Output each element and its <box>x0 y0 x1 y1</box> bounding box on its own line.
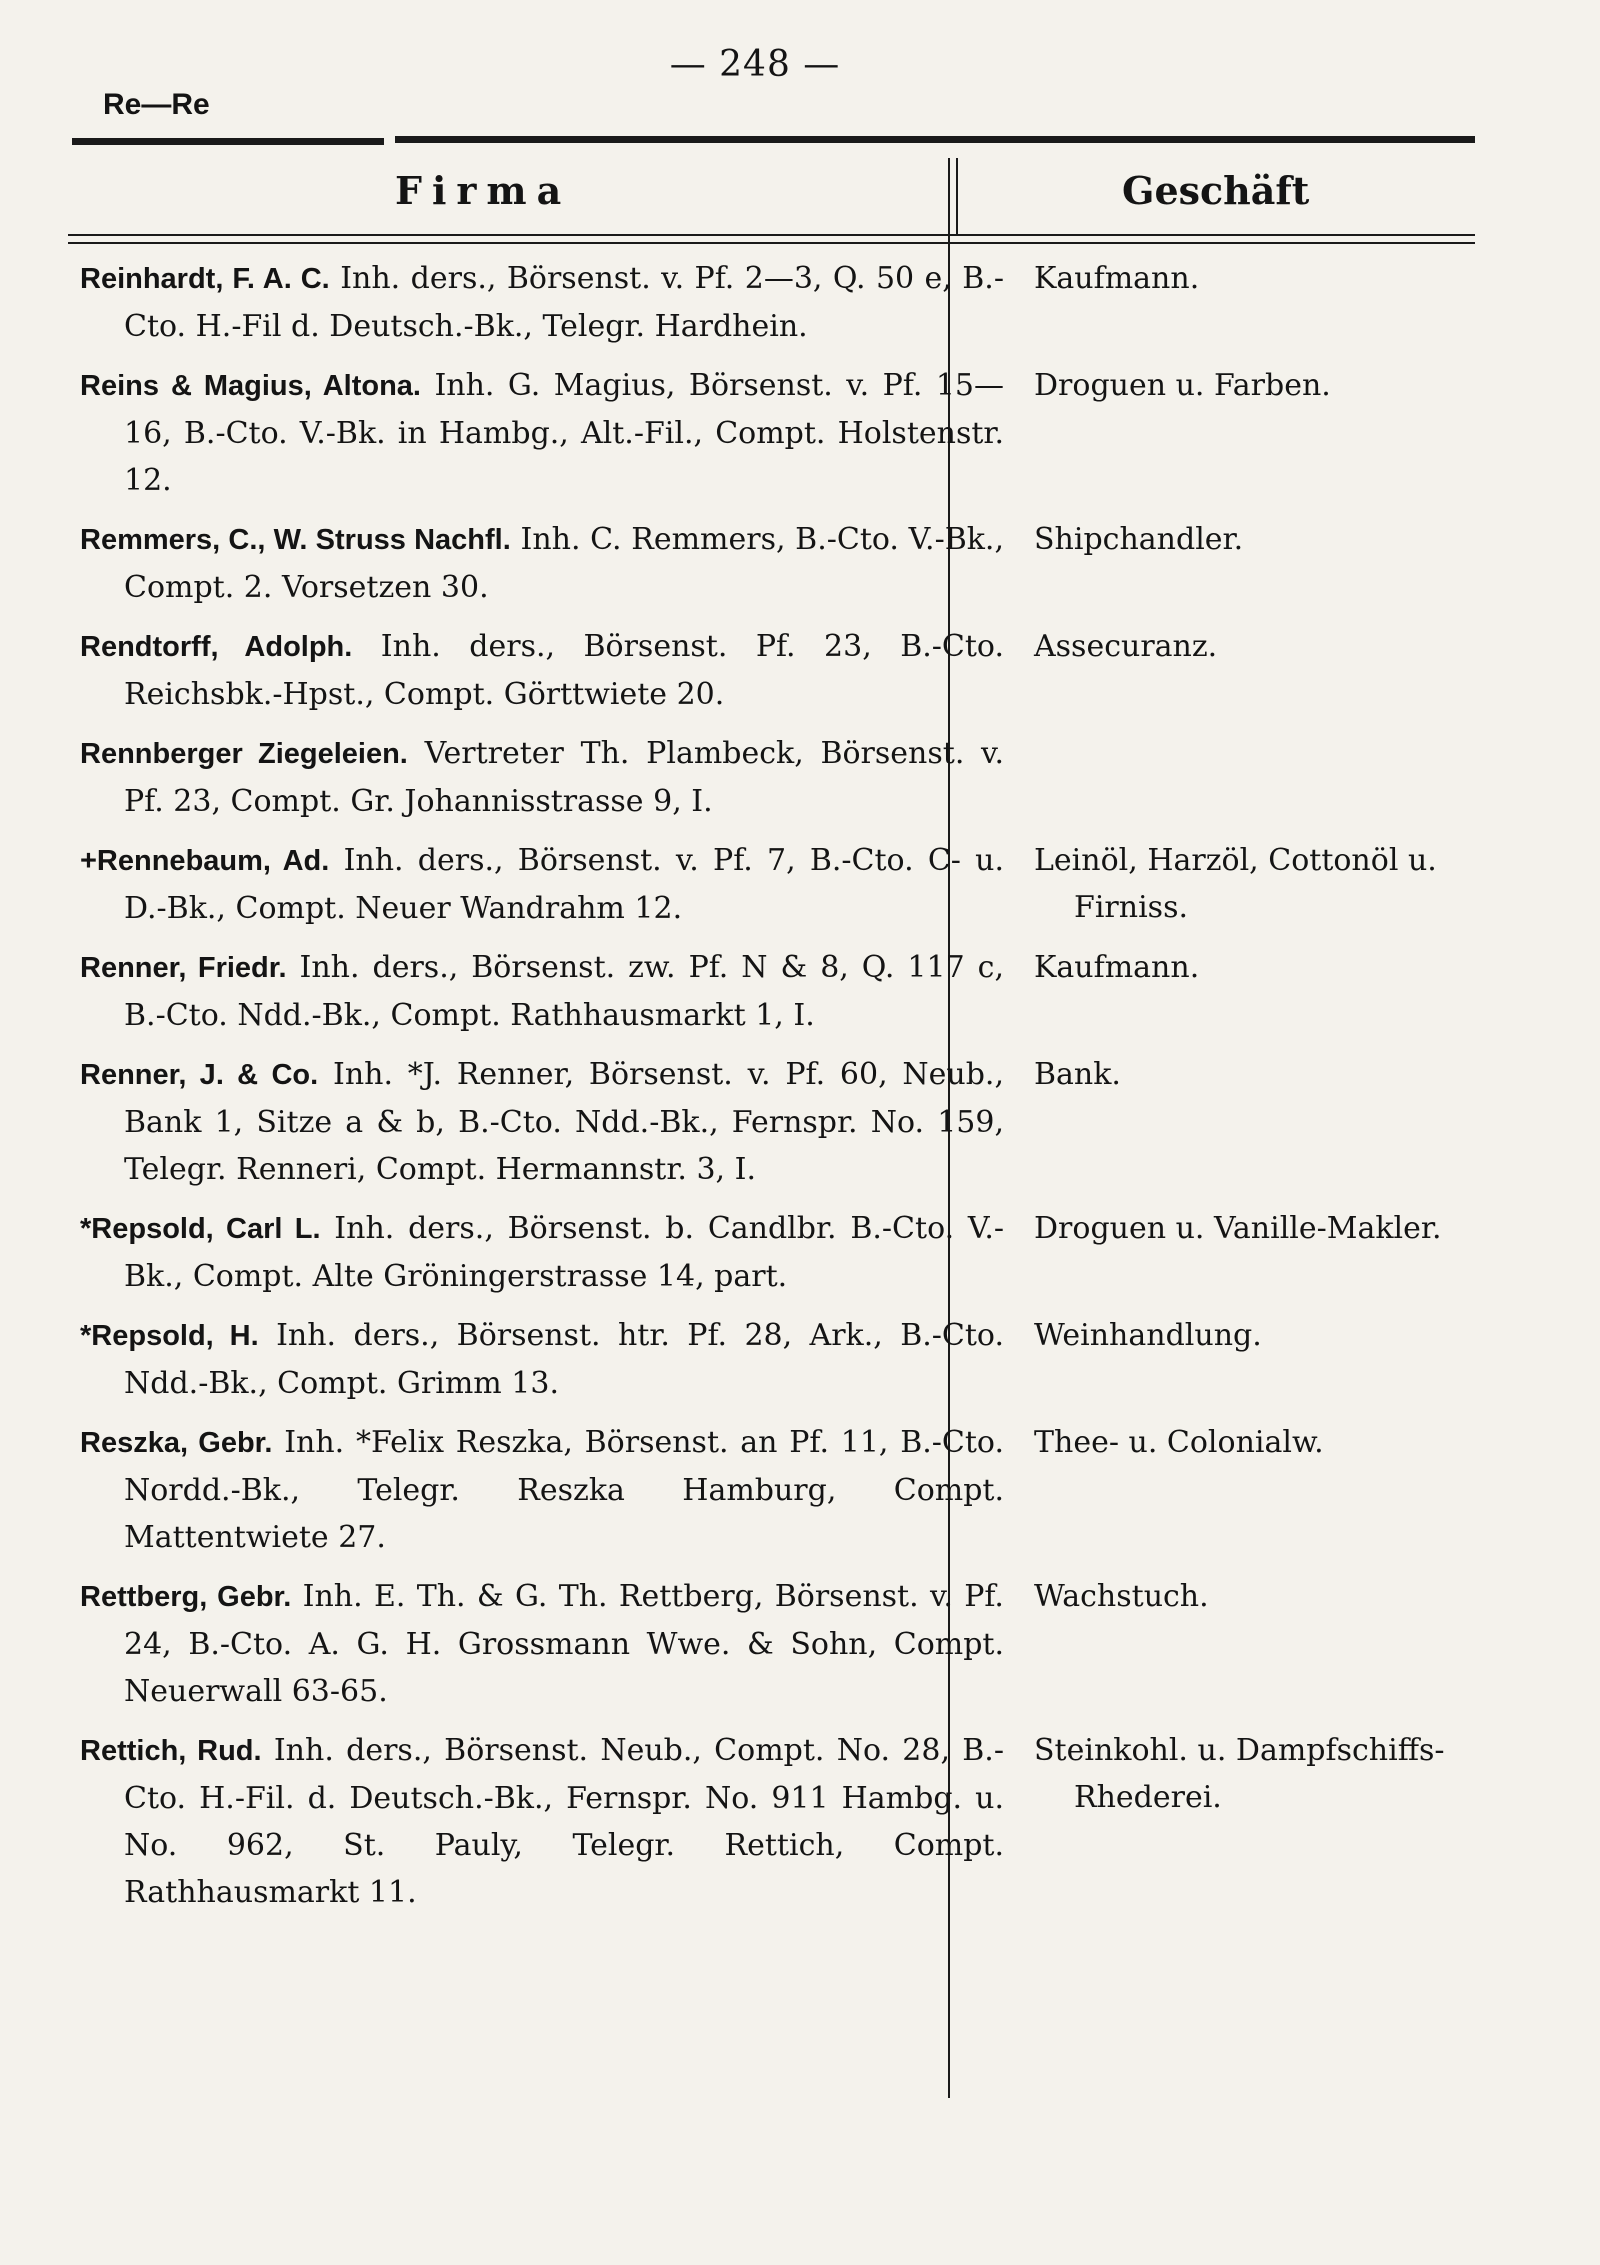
firm-cell <box>80 623 1004 718</box>
column-header-firm: Firma <box>395 168 572 213</box>
directory-entry <box>0 1205 1600 1300</box>
firm-cell <box>80 730 1004 825</box>
directory-entry <box>0 255 1600 350</box>
firm-details: Inh. ders., Börsenst. Neub., Compt. No. 28, B.-Cto. H.-Fil. d. Deutsch.-Bk., Fernspr. No. 911 Hambg. u. No. 962, St. Pauly, Telegr. Rettich, Compt. Rathhausmarkt 11. <box>124 1733 1004 1910</box>
top-rule-left <box>72 138 384 145</box>
header-rule-top <box>68 234 1475 236</box>
firm-details: Inh. ders., Börsenst. zw. Pf. N & 8, Q. 117 c, B.-Cto. Ndd.-Bk., Compt. Rathhausmarkt 1, I. <box>124 950 1004 1033</box>
business-cell: Weinhandlung. <box>1034 1318 1262 1353</box>
directory-entry <box>0 362 1600 504</box>
firm-name: *Repsold, H. <box>80 1320 259 1352</box>
firm-cell <box>80 516 1004 611</box>
top-rule-right <box>395 136 1475 143</box>
firm-cell <box>80 1205 1004 1300</box>
firm-details: Vertreter Th. Plambeck, Börsenst. v. Pf. 23, Compt. Gr. Johannisstrasse 9, I. <box>124 736 1004 819</box>
firm-details: Inh. ders., Börsenst. Pf. 23, B.-Cto. Reichsbk.-Hpst., Compt. Görttwiete 20. <box>124 629 1004 712</box>
business-cell: Leinöl, Harzöl, Cottonöl u. Firniss. <box>1034 843 1437 925</box>
firm-name: Rendtorff, Adolph. <box>80 631 353 663</box>
firm-name: *Repsold, Carl L. <box>80 1213 321 1245</box>
firm-details: Inh. G. Magius, Börsenst. v. Pf. 15—16, B.-Cto. V.-Bk. in Hambg., Alt.-Fil., Compt. Holstenstr. 12. <box>124 368 1004 498</box>
firm-name: Reszka, Gebr. <box>80 1427 273 1459</box>
firm-name: Reinhardt, F. A. C. <box>80 263 330 295</box>
firm-cell <box>80 1419 1004 1561</box>
firm-details: Inh. E. Th. & G. Th. Rettberg, Börsenst. v. Pf. 24, B.-Cto. A. G. H. Grossmann Wwe. & Sohn, Compt. Neuerwall 63-65. <box>124 1579 1004 1709</box>
firm-name: Remmers, C., W. Struss Nachfl. <box>80 524 511 556</box>
directory-entry <box>0 1419 1600 1561</box>
directory-entries <box>0 255 1600 1928</box>
firm-cell <box>80 255 1004 350</box>
firm-name: Rettich, Rud. <box>80 1735 262 1767</box>
business-cell: Droguen u. Farben. <box>1034 368 1331 403</box>
firm-name: Renner, J. & Co. <box>80 1059 319 1091</box>
business-cell: Thee- u. Colonialw. <box>1034 1425 1324 1460</box>
firm-cell <box>80 944 1004 1039</box>
header-rule-bottom <box>68 242 1475 244</box>
directory-entry <box>0 837 1600 932</box>
firm-cell <box>80 1573 1004 1715</box>
business-cell: Kaufmann. <box>1034 261 1200 296</box>
business-cell: Bank. <box>1034 1057 1121 1092</box>
firm-details: Inh. *Felix Reszka, Börsenst. an Pf. 11, B.-Cto. Nordd.-Bk., Telegr. Reszka Hamburg, Compt. Mattentwiete 27. <box>124 1425 1004 1555</box>
directory-entry <box>0 1727 1600 1916</box>
directory-entry <box>0 1573 1600 1715</box>
directory-entry <box>0 730 1600 825</box>
directory-entry <box>0 1051 1600 1193</box>
firm-details: Inh. ders., Börsenst. htr. Pf. 28, Ark., B.-Cto. Ndd.-Bk., Compt. Grimm 13. <box>124 1318 1004 1401</box>
firm-cell <box>80 1051 1004 1193</box>
business-cell: Assecuranz. <box>1034 629 1218 664</box>
firm-name: Renner, Friedr. <box>80 952 287 984</box>
firm-details: Inh. ders., Börsenst. v. Pf. 2—3, Q. 50 e, B.-Cto. H.-Fil d. Deutsch.-Bk., Telegr. Hardhein. <box>124 261 1004 344</box>
directory-entry <box>0 944 1600 1039</box>
firm-cell <box>80 1312 1004 1407</box>
business-cell: Droguen u. Vanille-Makler. <box>1034 1211 1442 1246</box>
firm-cell <box>80 362 1004 504</box>
column-divider-double <box>956 158 958 234</box>
firm-details: Inh. ders., Börsenst. v. Pf. 7, B.-Cto. C- u. D.-Bk., Compt. Neuer Wandrahm 12. <box>124 843 1004 926</box>
column-header-business: Geschäft <box>1122 168 1310 213</box>
business-cell: Wachstuch. <box>1034 1579 1209 1614</box>
firm-name: +Rennebaum, Ad. <box>80 845 330 877</box>
directory-entry <box>0 516 1600 611</box>
page-number: — 248 — <box>669 44 841 85</box>
firm-cell <box>80 837 1004 932</box>
directory-entry <box>0 1312 1600 1407</box>
firm-details: Inh. C. Remmers, B.-Cto. V.-Bk., Compt. 2. Vorsetzen 30. <box>124 522 1005 605</box>
firm-details: Inh. ders., Börsenst. b. Candlbr. B.-Cto. V.-Bk., Compt. Alte Gröningerstrasse 14, part. <box>124 1211 1004 1294</box>
firm-details: Inh. *J. Renner, Börsenst. v. Pf. 60, Neub., Bank 1, Sitze a & b, B.-Cto. Ndd.-Bk., Fernspr. No. 159, Telegr. Renneri, Compt. Hermannstr. 3, I. <box>124 1057 1005 1187</box>
firm-cell <box>80 1727 1004 1916</box>
business-cell: Steinkohl. u. Dampfschiffs-Rhederei. <box>1034 1733 1445 1815</box>
business-cell <box>1034 730 1554 825</box>
running-head: Re—Re <box>103 88 210 121</box>
firm-name: Reins & Magius, Altona. <box>80 370 421 402</box>
business-cell: Kaufmann. <box>1034 950 1200 985</box>
firm-name: Rettberg, Gebr. <box>80 1581 292 1613</box>
directory-entry <box>0 623 1600 718</box>
firm-name: Rennberger Ziegeleien. <box>80 738 408 770</box>
business-cell: Shipchandler. <box>1034 522 1244 557</box>
